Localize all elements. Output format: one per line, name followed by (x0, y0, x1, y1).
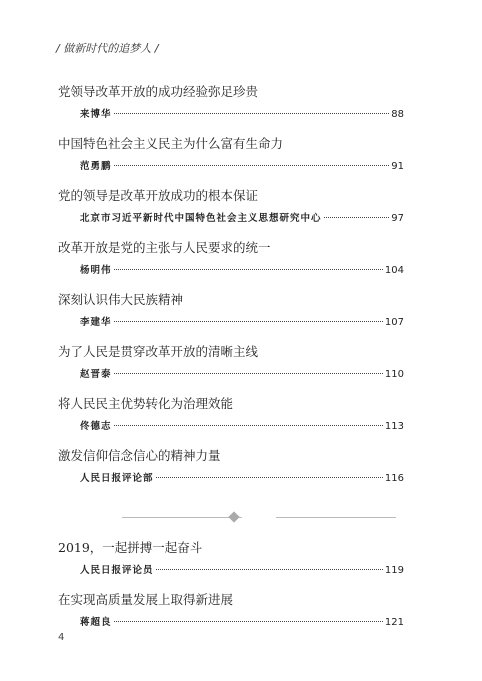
section-divider (58, 500, 404, 540)
toc-entry-author: 蒋超良 (80, 617, 112, 628)
toc-entry[interactable] (58, 240, 404, 292)
dot-leader (114, 165, 390, 166)
toc-entry-author: 杨明伟 (80, 265, 112, 276)
dot-leader (114, 373, 383, 374)
toc-entry[interactable] (58, 188, 404, 240)
dot-leader (324, 217, 390, 218)
dot-leader (114, 269, 383, 270)
toc-entry[interactable] (58, 84, 404, 136)
toc-section-2 (58, 540, 404, 644)
toc-entry-line (80, 108, 404, 122)
toc-entry-page: 104 (384, 265, 404, 276)
dot-leader (114, 621, 383, 622)
toc-entry-title: 2019，一起拼搏一起奋斗 (58, 540, 203, 555)
toc-entry-line (80, 316, 404, 330)
toc-entry-line (80, 472, 404, 486)
toc-entry-line (80, 368, 404, 382)
toc-entry-line (80, 420, 404, 434)
divider-line-left (122, 517, 242, 518)
toc-entry-author: 人民日报评论部 (80, 473, 154, 484)
toc-entry-page: 107 (384, 317, 404, 328)
dot-leader (114, 321, 383, 322)
toc-entry[interactable] (58, 396, 404, 448)
toc-entry-title: 中国特色社会主义民主为什么富有生命力 (58, 136, 284, 151)
toc-entry-line (80, 616, 404, 630)
toc-entry-author: 人民日报评论员 (80, 565, 154, 576)
toc-entry-page: 88 (391, 109, 404, 120)
toc-entry[interactable] (58, 292, 404, 344)
dot-leader (114, 113, 390, 114)
toc-section-1 (58, 84, 404, 500)
toc-entry[interactable] (58, 448, 404, 500)
toc-entry-page: 110 (384, 369, 404, 380)
toc-entry-page: 121 (384, 617, 404, 628)
toc-entry-page: 116 (384, 473, 404, 484)
divider-line-right (276, 517, 396, 518)
toc-entry-page: 91 (391, 161, 404, 172)
table-of-contents (58, 84, 404, 644)
diamond-ornament-icon (228, 511, 239, 522)
toc-entry-title: 党的领导是改革开放成功的根本保证 (58, 188, 259, 203)
toc-entry-line (80, 264, 404, 278)
toc-entry-page: 97 (391, 213, 404, 224)
toc-entry-page: 119 (384, 565, 404, 576)
toc-entry[interactable] (58, 344, 404, 396)
toc-entry[interactable] (58, 136, 404, 188)
toc-entry[interactable] (58, 540, 404, 592)
toc-entry-title: 改革开放是党的主张与人民要求的统一 (58, 240, 271, 255)
toc-entry-line (80, 564, 404, 578)
page-number: 4 (58, 632, 65, 643)
dot-leader (114, 425, 383, 426)
dot-leader (156, 569, 383, 570)
toc-entry-title: 激发信仰信念信心的精神力量 (58, 448, 221, 463)
toc-entry-author: 赵晋泰 (80, 369, 112, 380)
toc-entry-author: 北京市习近平新时代中国特色社会主义思想研究中心 (80, 213, 322, 224)
toc-entry-page: 113 (384, 421, 404, 432)
toc-entry-title: 深刻认识伟大民族精神 (58, 292, 184, 307)
toc-entry-title: 在实现高质量发展上取得新进展 (58, 592, 234, 607)
toc-entry-title: 党领导改革开放的成功经验弥足珍贵 (58, 84, 259, 99)
toc-entry-title: 将人民民主优势转化为治理效能 (58, 396, 234, 411)
running-header: / 做新时代的追梦人 / (56, 42, 159, 55)
toc-entry-author: 佟德志 (80, 421, 112, 432)
toc-entry-author: 李建华 (80, 317, 112, 328)
toc-entry-line (80, 212, 404, 226)
dot-leader (156, 477, 383, 478)
toc-entry-author: 范勇鹏 (80, 161, 112, 172)
toc-entry[interactable] (58, 592, 404, 644)
toc-entry-author: 来博华 (80, 109, 112, 120)
toc-entry-title: 为了人民是贯穿改革开放的清晰主线 (58, 344, 259, 359)
toc-entry-line (80, 160, 404, 174)
